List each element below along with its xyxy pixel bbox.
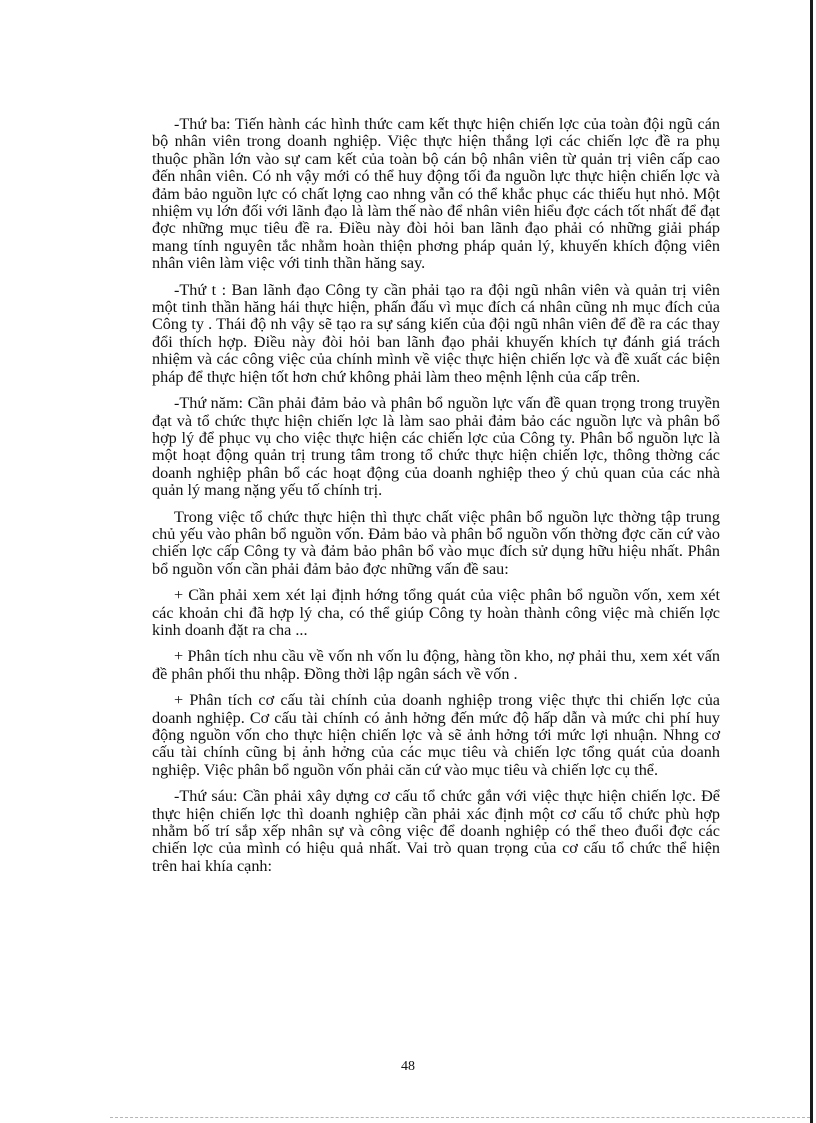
paragraph-bullet-nhu-cau-von: + Phân tích nhu cầu về vốn nh vốn lu động, hàng tồn kho, nợ phải thu, xem xét vấn đề phân phối thu nhập. Đồng thời lập ngân sách về vốn . <box>152 647 720 683</box>
paragraph-bullet-dinh-huong: + Cần phải xem xét lại định hớng tổng quát của việc phân bổ nguồn vốn, xem xét các khoản chi đã hợp lý cha, có thể giúp Công ty hoàn thành công việc mà chiến lợc kinh doanh đặt ra cha ... <box>152 586 720 639</box>
page-body <box>152 116 720 884</box>
paragraph-thu-tu: -Thứ t : Ban lãnh đạo Công ty cần phải tạo ra đội ngũ nhân viên và quản trị viên một tinh thần hăng hái thực hiện, phấn đấu vì mục đích cá nhân cũng nh mục đích của Công ty . Thái độ nh vậy sẽ tạo ra sự sáng kiến của đội ngũ nhân viên để đề ra các thay đổi thích hợp. Điều này đòi hỏi ban lãnh đạo phải khuyến khích tự đánh giá trách nhiệm và các công việc của chính mình về việc thực hiện chiến lợc và đề xuất các biện pháp để thực hiện tốt hơn chứ không phải làm theo mệnh lệnh của cấp trên. <box>152 280 720 386</box>
bottom-dashed-rule <box>110 1117 810 1119</box>
paragraph-phan-bo-nguon-von: Trong việc tổ chức thực hiện thì thực chất việc phân bổ nguồn lực thờng tập trung chủ yếu vào phân bổ nguồn vốn. Đảm bảo và phân bổ nguồn vốn thờng đợc căn cứ vào chiến lợc cấp Công ty và đảm bảo phân bổ vào mục đích sử dụng hữu hiệu nhất. Phân bổ nguồn vốn cần phải đảm bảo đợc những vấn đề sau: <box>152 507 720 578</box>
paragraph-thu-sau: -Thứ sáu: Cần phải xây dựng cơ cấu tổ chức gắn với việc thực hiện chiến lợc. Để thực hiện chiến lợc thì doanh nghiệp cần phải xác định một cơ cấu tổ chức phù hợp nhằm bố trí sắp xếp nhân sự và công việc để doanh nghiệp có thể theo đuổi đợc các chiến lợc của mình có hiệu quả nhất. Vai trò quan trọng của cơ cấu tổ chức thể hiện trên hai khía cạnh: <box>152 787 720 875</box>
right-edge-rule <box>810 0 813 1123</box>
paragraph-thu-nam: -Thứ năm: Cần phải đảm bảo và phân bổ nguồn lực vấn đề quan trọng trong truyền đạt và tổ chức thực hiện chiến lợc là làm sao phải đảm bảo các nguồn lực và phân bổ hợp lý để phục vụ cho việc thực hiện các chiến lợc của Công ty. Phân bổ nguồn lực là một hoạt động quản trị trung tâm trong tổ chức thực hiện chiến lợc, thông thờng các doanh nghiệp phân bổ các hoạt động của doanh nghiệp theo ý chủ quan của các nhà quản lý mang nặng yếu tố chính trị. <box>152 394 720 500</box>
page-number: 48 <box>401 1059 415 1074</box>
paragraph-thu-ba: -Thứ ba: Tiến hành các hình thức cam kết thực hiện chiến lợc của toàn đội ngũ cán bộ nhân viên trong doanh nghiệp. Việc thực hiện thắng lợi các chiến lợc đề ra phụ thuộc phần lớn vào sự cam kết của toàn bộ cán bộ nhân viên từ quản trị viên cấp cao đến nhân viên. Có nh vậy mới có thể huy động tối đa nguồn lực thực hiện chiến lợc và đảm bảo nguồn lực có chất lợng cao nhng vẫn có thể khắc phục các thiếu hụt nhỏ. Một nhiệm vụ lớn đối với lãnh đạo là làm thế nào để nhân viên hiểu đợc cách tốt nhất để đạt đợc những mục tiêu đề ra. Điều này đòi hỏi ban lãnh đạo phải có những giải pháp mang tính nguyên tắc nhằm hoàn thiện phơng pháp quản lý, khuyến khích động viên nhân viên làm việc với tinh thần hăng say. <box>152 115 720 273</box>
paragraph-bullet-co-cau-tai-chinh: + Phân tích cơ cấu tài chính của doanh nghiệp trong việc thực thi chiến lợc của doanh nghiệp. Cơ cấu tài chính có ảnh hởng đến mức độ hấp dẫn và mức chi phí huy động nguồn vốn cho thực hiện chiến lợc và sẽ ảnh hởng tới mức lợi nhuận. Nhng cơ cấu tài chính cũng bị ảnh hởng của các mục tiêu và chiến lợc tổng quát của doanh nghiệp. Việc phân bổ nguồn vốn phải căn cứ vào mục tiêu và chiến lợc cụ thể. <box>152 691 720 779</box>
